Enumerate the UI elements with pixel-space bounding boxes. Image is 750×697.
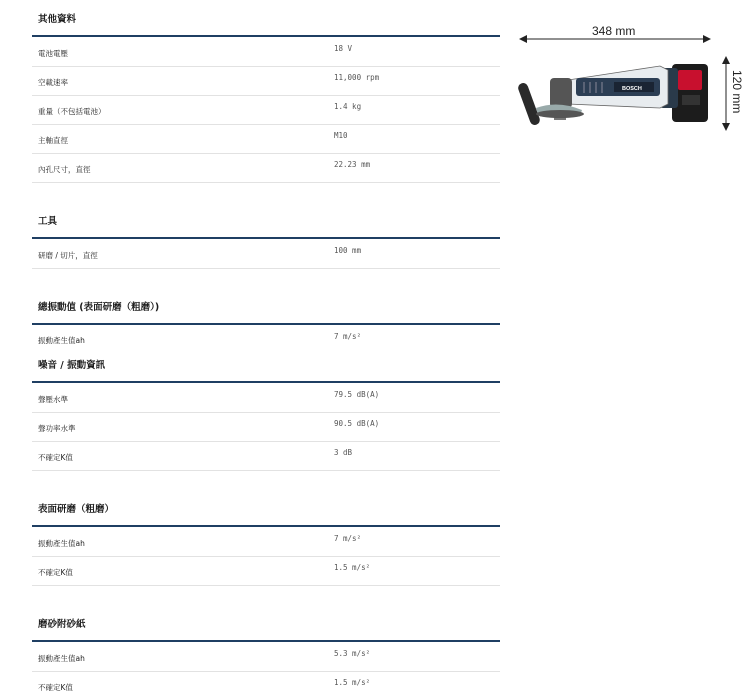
spec-label: 研磨 / 切片，直徑 [38,251,98,260]
spec-row [32,66,500,96]
spec-value: 100 mm [334,246,362,255]
spec-value: 5.3 m/s² [334,649,371,658]
spec-value: 90.5 dB(A) [334,419,380,428]
spec-row [32,95,500,125]
spec-row [32,642,500,672]
spec-row [32,527,500,557]
spec-value: 1.5 m/s² [334,563,371,572]
spec-value: 1.5 m/s² [334,678,371,687]
spec-label: 振動產生值ah [38,539,85,548]
section-title-noise-vibration: 噪音 / 振動資訊 [38,360,106,371]
product-dimension-image [510,0,750,150]
section-title-sanding: 磨砂附砂紙 [38,619,86,630]
section-title-other-data: 其他資料 [38,14,77,25]
spec-value: 18 V [334,44,353,53]
spec-label: 聲功率水準 [38,424,76,433]
spec-label: 主軸直徑 [38,136,68,145]
spec-value: 3 dB [334,448,353,457]
spec-value: 1.4 kg [334,102,362,111]
spec-value: M10 [334,131,348,140]
spec-row [32,383,500,413]
grinder-drawing [517,64,708,126]
height-label: 120 mm [730,70,744,114]
spec-label: 振動產生值ah [38,654,85,663]
spec-value: 7 m/s² [334,332,362,341]
spec-label: 不確定K值 [38,568,73,577]
spec-row [32,441,500,471]
spec-row [32,239,500,269]
section-title-surface-grinding: 表面研磨（粗磨） [38,504,115,515]
spec-label: 空載速率 [38,78,68,87]
spec-row [32,124,500,154]
spec-label: 不確定K值 [38,453,73,462]
spec-label: 聲壓水準 [38,395,68,404]
spec-label: 不確定K值 [38,683,73,692]
angle-grinder-illustration [510,0,750,150]
section-title-tool: 工具 [38,216,58,227]
spec-row [32,412,500,442]
spec-row [32,153,500,183]
spec-label: 內孔尺寸，直徑 [38,165,91,174]
section-title-total-vibration: 總振動值 (表面研磨（粗磨）) [38,302,160,313]
spec-value: 7 m/s² [334,534,362,543]
spec-row [32,671,500,697]
spec-label: 振動產生值ah [38,336,85,345]
bosch-logo-text: BOSCH [622,86,642,92]
spec-value: 22.23 mm [334,160,371,169]
length-label: 348 mm [592,24,636,38]
spec-label: 電池電壓 [38,49,68,58]
spec-row [32,37,500,67]
spec-row [32,556,500,586]
spec-label: 重量（不包括電池） [38,107,106,116]
spec-value: 11,000 rpm [334,73,380,82]
spec-value: 79.5 dB(A) [334,390,380,399]
spec-row [32,325,500,345]
